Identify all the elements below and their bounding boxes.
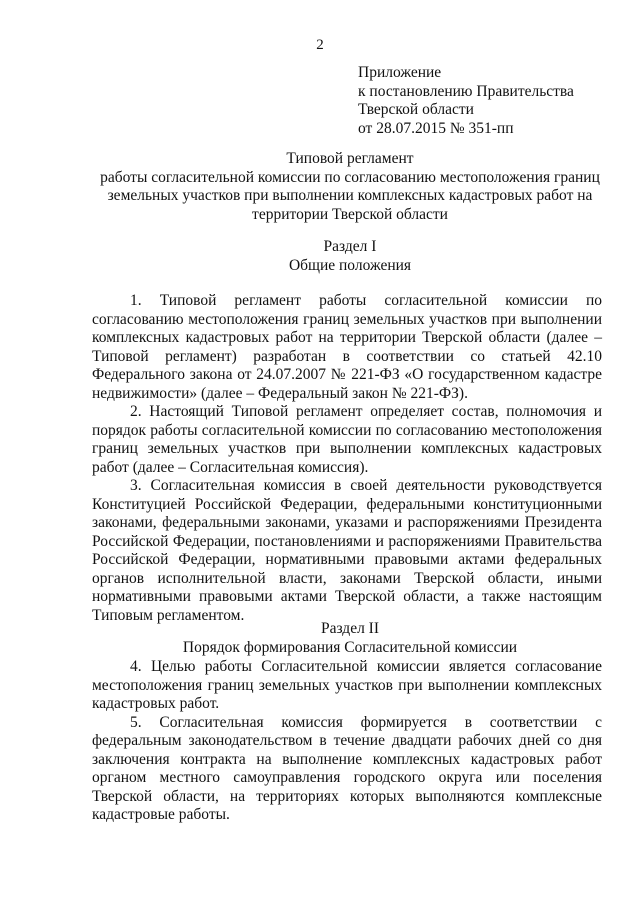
paragraph-line: органом местного самоуправления городского округа или поселения <box>92 769 602 786</box>
section-1-heading <box>90 238 610 275</box>
paragraph-line: границ земельных участков при выполнении комплексных кадастровых <box>92 440 602 457</box>
paragraph-line: Федерального закона от 24.07.2007 № 221-ФЗ «О государственном кадастре <box>92 366 602 383</box>
paragraph-line: нормативными правовыми актами Тверской области, а также настоящим <box>92 588 602 605</box>
paragraph-line: комплексных кадастровых работ на территории Тверской области (далее – <box>92 329 602 346</box>
paragraph-line: порядок работы согласительной комиссии по согласованию местоположения <box>92 421 602 439</box>
appendix-line: Тверской области <box>358 101 474 118</box>
paragraph-line: 2. Настоящий Типовой регламент определяет состав, полномочия и <box>130 403 602 420</box>
title-line: работы согласительной комиссии по согласованию местоположения границ <box>100 168 600 186</box>
appendix-line: от 28.07.2015 № 351-пп <box>358 119 514 137</box>
paragraph-line: Конституцией Российской Федерации, федеральными конституционными <box>92 495 602 513</box>
title-line: территории Тверской области <box>252 205 448 223</box>
paragraph-line: Типовой регламент) разработан в соответствии со статьей 42.10 <box>92 347 602 365</box>
paragraph-line: 4. Целью работы Согласительной комиссии является согласование <box>130 658 602 675</box>
paragraph-line: работ (далее – Согласительная комиссия). <box>92 458 369 476</box>
paragraph-line: Тверской области, на территориях которых выполняются комплексные <box>92 787 602 805</box>
paragraph-line: органов исполнительной власти, законами Тверской области, иными <box>92 569 602 587</box>
paragraph-line: недвижимости» (далее – Федеральный закон № 221-ФЗ). <box>92 384 468 402</box>
paragraph-line: заключения контракта на выполнение комплексных кадастровых работ <box>92 750 602 768</box>
section-1-title: Раздел I <box>323 238 377 255</box>
appendix-line: к постановлению Правительства <box>358 82 574 100</box>
appendix-line: Приложение <box>358 64 442 81</box>
paragraph-line: 1. Типовой регламент работы согласительной комиссии по <box>130 292 602 309</box>
section-1-body <box>92 292 602 625</box>
section-2-title: Раздел II <box>320 620 380 637</box>
paragraph-line: местоположения границ земельных участков при выполнении комплексных <box>92 676 602 694</box>
section-1-subtitle: Общие положения <box>288 256 412 274</box>
section-2-heading <box>90 620 610 657</box>
paragraph-line: законами, федеральными законами, указами и распоряжениями Президента <box>92 514 602 531</box>
document-title <box>90 150 610 224</box>
title-line: Типовой регламент <box>286 150 414 167</box>
paragraph-line: Типовым регламентом. <box>92 606 245 624</box>
paragraph-line: кадастровые работы. <box>92 806 230 823</box>
page-number: 2 <box>316 37 324 53</box>
paragraph-line: 5. Согласительная комиссия формируется в соответствии с <box>130 713 602 731</box>
paragraph-line: согласованию местоположения границ земельных участков при выполнении <box>92 310 602 328</box>
paragraph-line: 3. Согласительная комиссия в своей деятельности руководствуется <box>130 477 602 494</box>
paragraph-line: Российской Федерации, нормативными правовыми актами федеральных <box>92 551 602 568</box>
section-2-body <box>92 658 602 825</box>
paragraph-line: федеральным законодательством в течение двадцати рабочих дней со дня <box>92 732 602 749</box>
paragraph-line: кадастровых работ. <box>92 695 220 712</box>
appendix-block <box>358 64 618 138</box>
paragraph-line: Российской Федерации, постановлениями и распоряжениями Правительства <box>92 532 602 550</box>
section-2-subtitle: Порядок формирования Согласительной комиссии <box>182 638 518 656</box>
title-line: земельных участков при выполнении комплексных кадастровых работ на <box>107 187 593 204</box>
